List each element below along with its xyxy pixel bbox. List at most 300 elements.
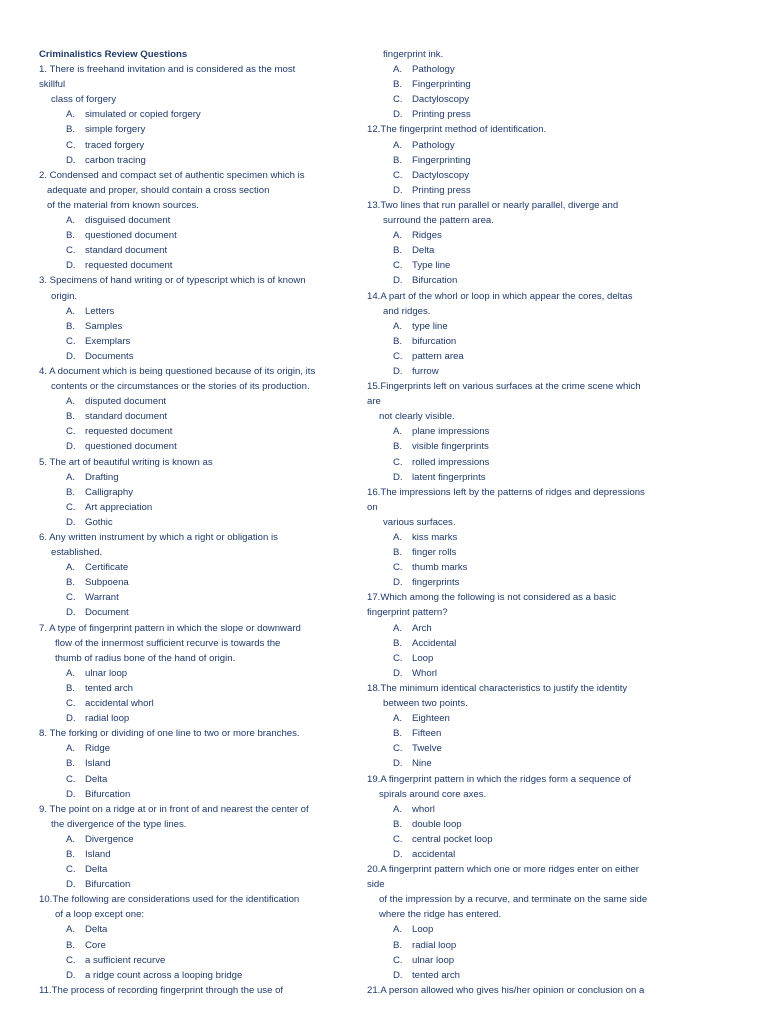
- option-text: bifurcation: [412, 335, 457, 347]
- option-letter: A.: [66, 396, 76, 408]
- option-text: simulated or copied forgery: [85, 109, 201, 121]
- option-letter: A.: [66, 109, 76, 121]
- option-text: standard document: [85, 245, 168, 257]
- answer-option: [39, 213, 361, 228]
- answer-option: [39, 605, 361, 620]
- answer-option: [39, 424, 361, 439]
- option-letter: D.: [66, 607, 76, 619]
- option-text: standard document: [85, 411, 168, 423]
- option-letter: C.: [393, 260, 403, 272]
- option-text: type line: [412, 320, 448, 332]
- answer-option: [367, 243, 707, 258]
- answer-option: [39, 953, 361, 968]
- answer-option: [367, 802, 707, 817]
- option-text: visible fingerprints: [412, 441, 489, 453]
- question-text-line: are: [367, 396, 381, 408]
- question-text-line: origin.: [51, 290, 78, 302]
- option-letter: D.: [393, 275, 403, 287]
- option-text: Island: [85, 758, 111, 770]
- option-text: ulnar loop: [85, 667, 128, 679]
- question-text-line: established.: [51, 547, 103, 559]
- question-text-line: 21.A person allowed who gives his/her opinion or conclusion on a: [367, 984, 645, 996]
- option-letter: B.: [66, 411, 76, 423]
- option-text: Whorl: [412, 667, 438, 679]
- option-letter: D.: [66, 713, 76, 725]
- option-text: Bifurcation: [85, 879, 131, 891]
- answer-option: [367, 424, 707, 439]
- answer-option: [367, 545, 707, 560]
- option-text: disputed document: [85, 396, 167, 408]
- question-text-line: 16.The impressions left by the patterns of ridges and depressions: [367, 486, 645, 498]
- option-text: Ridges: [412, 230, 442, 242]
- option-text: Printing press: [412, 184, 471, 196]
- option-letter: A.: [66, 667, 76, 679]
- option-text: Drafting: [85, 471, 119, 483]
- question-text-line: 14.A part of the whorl or loop in which appear the cores, deltas: [367, 290, 633, 302]
- option-letter: A.: [393, 139, 403, 151]
- answer-option: [39, 228, 361, 243]
- answer-option: [367, 92, 707, 107]
- question-text-line: fingerprint ink.: [383, 49, 444, 60]
- option-letter: C.: [393, 652, 403, 664]
- option-letter: B.: [66, 682, 76, 694]
- question-text-line: 20.A fingerprint pattern which one or more ridges enter on either: [367, 864, 639, 876]
- question-text-line: and ridges.: [383, 305, 431, 317]
- answer-option: [39, 711, 361, 726]
- option-letter: D.: [66, 260, 76, 272]
- option-letter: B.: [66, 230, 76, 242]
- option-letter: C.: [393, 743, 403, 755]
- question-text-line: thumb of radius bone of the hand of origin.: [55, 652, 236, 664]
- option-letter: A.: [393, 64, 403, 76]
- question-text-line: skillful: [39, 79, 66, 91]
- answer-option: [39, 756, 361, 771]
- answer-option: [39, 319, 361, 334]
- option-letter: B.: [393, 441, 403, 453]
- option-text: requested document: [85, 426, 173, 438]
- option-text: Core: [85, 939, 106, 951]
- question: [39, 983, 361, 998]
- option-letter: D.: [66, 879, 76, 891]
- question-text-line: class of forgery: [51, 94, 117, 106]
- answer-option: [39, 439, 361, 454]
- option-text: requested document: [85, 260, 173, 272]
- answer-option: [367, 455, 707, 470]
- option-text: simple forgery: [85, 124, 146, 136]
- answer-option: [367, 319, 707, 334]
- question-text-line: adequate and proper, should contain a cross section: [47, 184, 270, 196]
- option-text: Calligraphy: [85, 486, 133, 498]
- option-text: Fingerprinting: [412, 79, 471, 91]
- option-letter: B.: [66, 486, 76, 498]
- option-letter: B.: [66, 124, 76, 136]
- option-letter: D.: [66, 788, 76, 800]
- option-letter: B.: [393, 547, 403, 559]
- question: [367, 983, 707, 998]
- option-text: Divergence: [85, 833, 134, 845]
- answer-option: [39, 122, 361, 137]
- option-text: Eighteen: [412, 713, 450, 725]
- answer-option: [39, 787, 361, 802]
- question-text-line: where the ridge has entered.: [379, 909, 502, 921]
- option-text: Fingerprinting: [412, 154, 471, 166]
- option-letter: A.: [66, 924, 76, 936]
- option-text: Bifurcation: [85, 788, 131, 800]
- answer-option: [367, 938, 707, 953]
- answer-option: [39, 575, 361, 590]
- question-text-line: various surfaces.: [383, 516, 456, 528]
- answer-option: [367, 273, 707, 288]
- question: [39, 168, 361, 274]
- question-text-line: 8. The forking or dividing of one line to two or more branches.: [39, 728, 300, 740]
- option-letter: B.: [66, 577, 76, 589]
- answer-option: [39, 772, 361, 787]
- question: [39, 621, 361, 727]
- answer-option: [39, 847, 361, 862]
- answer-option: [39, 258, 361, 273]
- option-letter: D.: [66, 154, 76, 166]
- option-letter: A.: [66, 743, 76, 755]
- question: [39, 455, 361, 530]
- question: [39, 364, 361, 455]
- option-text: questioned document: [85, 441, 177, 453]
- option-letter: A.: [66, 833, 76, 845]
- answer-option: [39, 500, 361, 515]
- option-letter: B.: [393, 154, 403, 166]
- option-text: plane impressions: [412, 426, 490, 438]
- option-text: thumb marks: [412, 562, 468, 574]
- option-text: latent fingerprints: [412, 471, 486, 483]
- option-text: Bifurcation: [412, 275, 458, 287]
- option-text: Dactyloscopy: [412, 94, 470, 106]
- option-text: Delta: [85, 864, 108, 876]
- answer-option: [367, 636, 707, 651]
- answer-option: [39, 485, 361, 500]
- option-letter: C.: [66, 864, 76, 876]
- option-letter: C.: [66, 592, 76, 604]
- question-text-line: 1. There is freehand invitation and is considered as the most: [39, 64, 296, 76]
- option-letter: B.: [66, 848, 76, 860]
- option-text: Warrant: [85, 592, 119, 604]
- question-text-line: 10.The following are considerations used for the identification: [39, 894, 300, 906]
- question: [39, 726, 361, 801]
- option-text: a sufficient recurve: [85, 954, 166, 966]
- option-text: Loop: [412, 924, 434, 936]
- option-letter: A.: [393, 230, 403, 242]
- answer-option: [39, 138, 361, 153]
- option-text: Nine: [412, 758, 432, 770]
- question: [39, 892, 361, 983]
- answer-option: [39, 741, 361, 756]
- option-letter: C.: [66, 954, 76, 966]
- option-letter: B.: [393, 818, 403, 830]
- option-text: radial loop: [85, 713, 130, 725]
- answer-option: [367, 168, 707, 183]
- option-text: Letters: [85, 305, 115, 317]
- option-text: Type line: [412, 260, 451, 272]
- left-column: [39, 47, 361, 998]
- option-letter: C.: [393, 169, 403, 181]
- answer-option: [367, 726, 707, 741]
- question-text-line: 13.Two lines that run parallel or nearly parallel, diverge and: [367, 199, 619, 211]
- option-letter: C.: [66, 139, 76, 151]
- question-text-line: 7. A type of fingerprint pattern in which the slope or downward: [39, 622, 301, 634]
- question-text-line: 15.Fingerprints left on various surfaces at the crime scene which: [367, 381, 641, 393]
- question-text-line: between two points.: [383, 698, 468, 710]
- answer-option: [39, 681, 361, 696]
- question-text-line: 17.Which among the following is not considered as a basic: [367, 592, 617, 604]
- answer-option: [367, 530, 707, 545]
- question-text-line: 2. Condensed and compact set of authentic specimen which is: [39, 169, 305, 181]
- answer-option: [39, 938, 361, 953]
- option-letter: A.: [66, 215, 76, 227]
- option-letter: A.: [393, 426, 403, 438]
- question-text-line: 6. Any written instrument by which a right or obligation is: [39, 532, 278, 543]
- question-text-line: 18.The minimum identical characteristics to justify the identity: [367, 682, 628, 694]
- option-text: questioned document: [85, 230, 177, 242]
- option-text: whorl: [412, 803, 435, 815]
- question-text-line: 4. A document which is being questioned because of its origin, its: [39, 365, 316, 377]
- question-text-line: not clearly visible.: [379, 411, 455, 423]
- question: [367, 485, 707, 591]
- option-letter: D.: [393, 109, 403, 121]
- option-letter: D.: [393, 184, 403, 196]
- option-text: Art appreciation: [85, 501, 153, 513]
- document-title: Criminalistics Review Questions: [39, 49, 188, 60]
- option-text: Printing press: [412, 109, 471, 121]
- option-letter: C.: [66, 501, 76, 513]
- question-text-line: of the impression by a recurve, and terminate on the same side: [379, 894, 648, 906]
- option-letter: C.: [66, 426, 76, 438]
- option-letter: A.: [393, 320, 403, 332]
- option-letter: D.: [393, 577, 403, 589]
- answer-option: [367, 334, 707, 349]
- question: [367, 862, 707, 983]
- option-letter: C.: [393, 954, 403, 966]
- option-letter: C.: [66, 698, 76, 710]
- option-letter: D.: [393, 365, 403, 377]
- answer-option: [367, 832, 707, 847]
- answer-option: [367, 756, 707, 771]
- option-text: furrow: [412, 365, 439, 377]
- answer-option: [39, 515, 361, 530]
- option-text: carbon tracing: [85, 154, 146, 166]
- answer-option: [39, 696, 361, 711]
- question: [367, 379, 707, 485]
- question: [367, 772, 707, 863]
- option-letter: A.: [393, 622, 403, 634]
- answer-option: [39, 470, 361, 485]
- question-text-line: the divergence of the type lines.: [51, 818, 187, 830]
- question: [367, 47, 707, 122]
- option-letter: B.: [393, 335, 403, 347]
- answer-option: [367, 666, 707, 681]
- answer-option: [367, 258, 707, 273]
- question-text-line: of the material from known sources.: [47, 199, 199, 211]
- right-column: [367, 47, 707, 998]
- question-text-line: 9. The point on a ridge at or in front of and nearest the center of: [39, 803, 309, 815]
- option-letter: C.: [393, 456, 403, 468]
- answer-option: [39, 304, 361, 319]
- option-text: traced forgery: [85, 139, 145, 151]
- answer-option: [367, 77, 707, 92]
- option-text: Delta: [412, 245, 435, 257]
- option-letter: B.: [393, 637, 403, 649]
- answer-option: [39, 334, 361, 349]
- option-letter: D.: [393, 758, 403, 770]
- option-text: Certificate: [85, 562, 129, 574]
- option-text: Loop: [412, 652, 434, 664]
- option-letter: C.: [393, 562, 403, 574]
- question: [39, 273, 361, 364]
- option-letter: D.: [393, 969, 403, 981]
- answer-option: [367, 741, 707, 756]
- option-text: accidental: [412, 848, 456, 860]
- answer-option: [367, 349, 707, 364]
- option-text: Dactyloscopy: [412, 169, 470, 181]
- option-text: ulnar loop: [412, 954, 455, 966]
- option-letter: D.: [393, 667, 403, 679]
- answer-option: [367, 968, 707, 983]
- option-text: accidental whorl: [85, 698, 154, 710]
- option-text: finger rolls: [412, 547, 457, 559]
- question: [367, 122, 707, 197]
- option-letter: D.: [393, 471, 403, 483]
- option-letter: A.: [66, 305, 76, 317]
- answer-option: [367, 183, 707, 198]
- answer-option: [39, 862, 361, 877]
- option-text: pattern area: [412, 350, 464, 362]
- question-text-line: fingerprint pattern?: [367, 607, 448, 619]
- question: [367, 590, 707, 681]
- question-text-line: spirals around core axes.: [379, 788, 487, 800]
- option-text: a ridge count across a looping bridge: [85, 969, 243, 981]
- question-text-line: flow of the innermost sufficient recurve is towards the: [55, 637, 281, 649]
- option-text: Pathology: [412, 139, 455, 151]
- option-text: double loop: [412, 818, 462, 830]
- option-text: disguised document: [85, 215, 171, 227]
- option-letter: C.: [66, 335, 76, 347]
- option-text: Pathology: [412, 64, 455, 76]
- question: [39, 802, 361, 893]
- answer-option: [367, 575, 707, 590]
- option-text: tented arch: [412, 969, 461, 981]
- answer-option: [39, 877, 361, 892]
- answer-option: [39, 666, 361, 681]
- answer-option: [367, 62, 707, 77]
- option-text: tented arch: [85, 682, 134, 694]
- option-letter: C.: [66, 245, 76, 257]
- answer-option: [367, 847, 707, 862]
- option-text: fingerprints: [412, 577, 460, 589]
- answer-option: [39, 153, 361, 168]
- answer-option: [39, 922, 361, 937]
- answer-option: [367, 922, 707, 937]
- question: [367, 681, 707, 772]
- answer-option: [367, 953, 707, 968]
- option-letter: C.: [393, 350, 403, 362]
- question-text-line: 3. Specimens of hand writing or of typescript which is of known: [39, 275, 306, 287]
- option-text: Gothic: [85, 516, 113, 528]
- question-text-line: 19.A fingerprint pattern in which the ridges form a sequence of: [367, 773, 631, 785]
- answer-option: [367, 228, 707, 243]
- option-text: Delta: [85, 924, 108, 936]
- option-text: Document: [85, 607, 129, 619]
- question-text-line: 11.The process of recording fingerprint through the use of: [39, 984, 284, 996]
- question-text-line: contents or the circumstances or the stories of its production.: [51, 381, 310, 393]
- question-text-line: surround the pattern area.: [383, 215, 494, 227]
- option-text: Fifteen: [412, 728, 442, 740]
- answer-option: [367, 711, 707, 726]
- option-letter: A.: [393, 532, 403, 543]
- answer-option: [39, 394, 361, 409]
- answer-option: [39, 560, 361, 575]
- option-text: Documents: [85, 350, 134, 362]
- option-letter: B.: [393, 939, 403, 951]
- option-letter: A.: [393, 924, 403, 936]
- answer-option: [39, 409, 361, 424]
- option-letter: B.: [393, 245, 403, 257]
- option-text: radial loop: [412, 939, 457, 951]
- answer-option: [39, 107, 361, 122]
- option-text: Delta: [85, 773, 108, 785]
- option-letter: C.: [393, 94, 403, 106]
- option-letter: C.: [393, 833, 403, 845]
- option-text: Arch: [412, 622, 432, 634]
- option-letter: D.: [66, 441, 76, 453]
- answer-option: [367, 364, 707, 379]
- answer-option: [39, 832, 361, 847]
- question: [367, 289, 707, 380]
- answer-option: [39, 349, 361, 364]
- question: [367, 198, 707, 289]
- option-letter: D.: [66, 516, 76, 528]
- option-text: Ridge: [85, 743, 111, 755]
- option-letter: A.: [66, 471, 76, 483]
- option-text: Subpoena: [85, 577, 129, 589]
- option-letter: B.: [66, 758, 76, 770]
- option-text: rolled impressions: [412, 456, 490, 468]
- option-text: kiss marks: [412, 532, 458, 543]
- left-question-list: [39, 62, 361, 998]
- answer-option: [367, 621, 707, 636]
- answer-option: [367, 153, 707, 168]
- answer-option: [367, 560, 707, 575]
- answer-option: [39, 968, 361, 983]
- answer-option: [367, 107, 707, 122]
- option-letter: A.: [393, 713, 403, 725]
- option-letter: B.: [393, 728, 403, 740]
- option-text: Samples: [85, 320, 123, 332]
- option-text: Island: [85, 848, 111, 860]
- option-text: Twelve: [412, 743, 442, 755]
- answer-option: [367, 651, 707, 666]
- option-text: Exemplars: [85, 335, 131, 347]
- right-question-list: [367, 47, 707, 998]
- answer-option: [39, 243, 361, 258]
- question-text-line: 12.The fingerprint method of identification.: [367, 124, 547, 136]
- option-letter: C.: [66, 773, 76, 785]
- option-letter: A.: [393, 803, 403, 815]
- option-letter: D.: [393, 848, 403, 860]
- option-letter: D.: [66, 969, 76, 981]
- option-letter: D.: [66, 350, 76, 362]
- answer-option: [39, 590, 361, 605]
- option-text: Accidental: [412, 637, 457, 649]
- answer-option: [367, 138, 707, 153]
- question: [39, 530, 361, 621]
- option-letter: B.: [393, 79, 403, 91]
